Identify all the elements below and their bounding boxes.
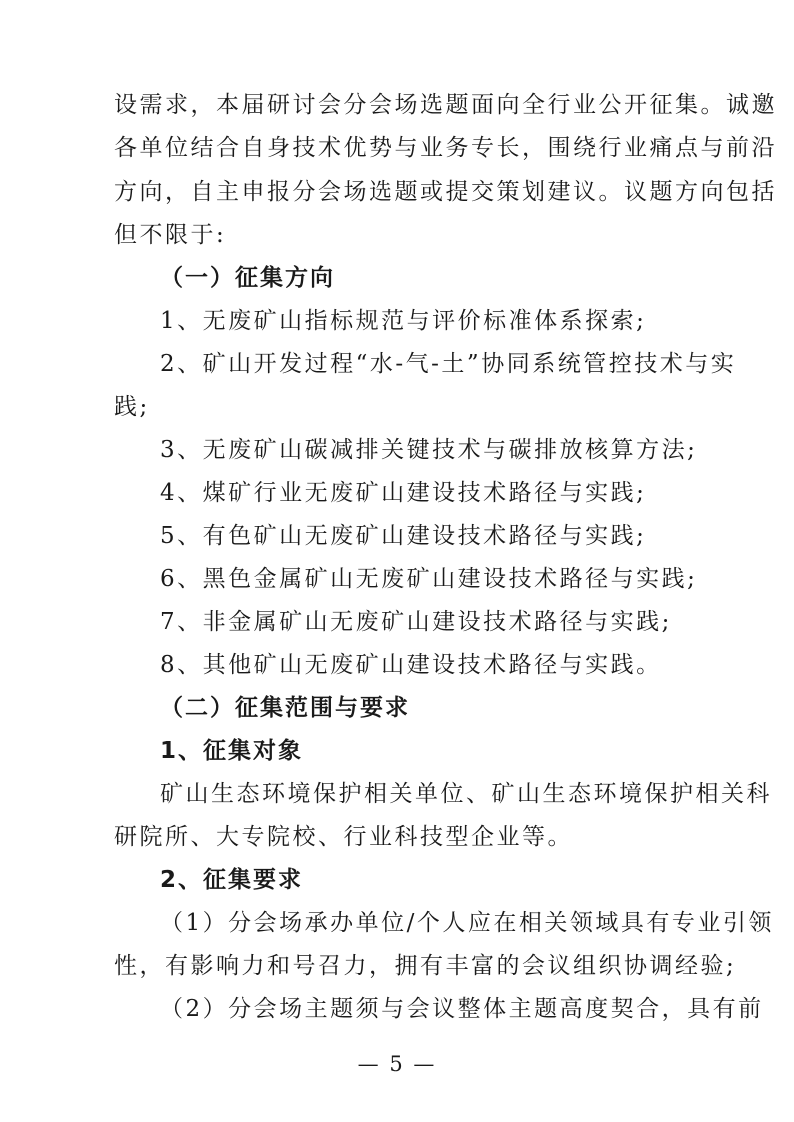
section-heading: （一）征集方向 — [160, 265, 335, 291]
list-item: 4、煤矿行业无废矿山建设技术路径与实践; — [160, 480, 647, 506]
subsection-heading: 2、征集要求 — [160, 867, 304, 893]
intro-line: 设需求，本届研讨会分会场选题面向全行业公开征集。诚邀 — [114, 92, 777, 118]
subsection-heading: 1、征集对象 — [160, 738, 304, 764]
list-item: 6、黑色金属矿山无废矿山建设技术路径与实践; — [160, 566, 698, 592]
section-heading: （二）征集范围与要求 — [160, 695, 410, 721]
paragraph-line: （1）分会场承办单位/个人应在相关领域具有专业引领 — [160, 910, 774, 936]
list-item-continuation: 践; — [114, 394, 150, 420]
intro-line: 方向，自主申报分会场选题或提交策划建议。议题方向包括 — [114, 179, 777, 205]
intro-line: 各单位结合自身技术优势与业务专长，围绕行业痛点与前沿 — [114, 135, 777, 161]
paragraph-line: 性，有影响力和号召力，拥有丰富的会议组织协调经验; — [114, 953, 737, 979]
list-item: 1、无废矿山指标规范与评价标准体系探索; — [160, 308, 647, 334]
list-item: 3、无废矿山碳减排关键技术与碳排放核算方法; — [160, 437, 698, 463]
list-item: 2、矿山开发过程“水-气-土”协同系统管控技术与实 — [160, 351, 737, 377]
list-item: 7、非金属矿山无废矿山建设技术路径与实践; — [160, 609, 672, 635]
paragraph-line: （2）分会场主题须与会议整体主题高度契合，具有前 — [160, 996, 764, 1022]
list-item: 8、其他矿山无废矿山建设技术路径与实践。 — [160, 652, 662, 678]
list-item: 5、有色矿山无废矿山建设技术路径与实践; — [160, 523, 647, 549]
page-number: — 5 — — [357, 1052, 437, 1076]
paragraph-line: 研院所、大专院校、行业科技型企业等。 — [114, 824, 573, 850]
intro-line: 但不限于: — [114, 222, 227, 248]
paragraph-line: 矿山生态环境保护相关单位、矿山生态环境保护相关科 — [160, 781, 772, 807]
